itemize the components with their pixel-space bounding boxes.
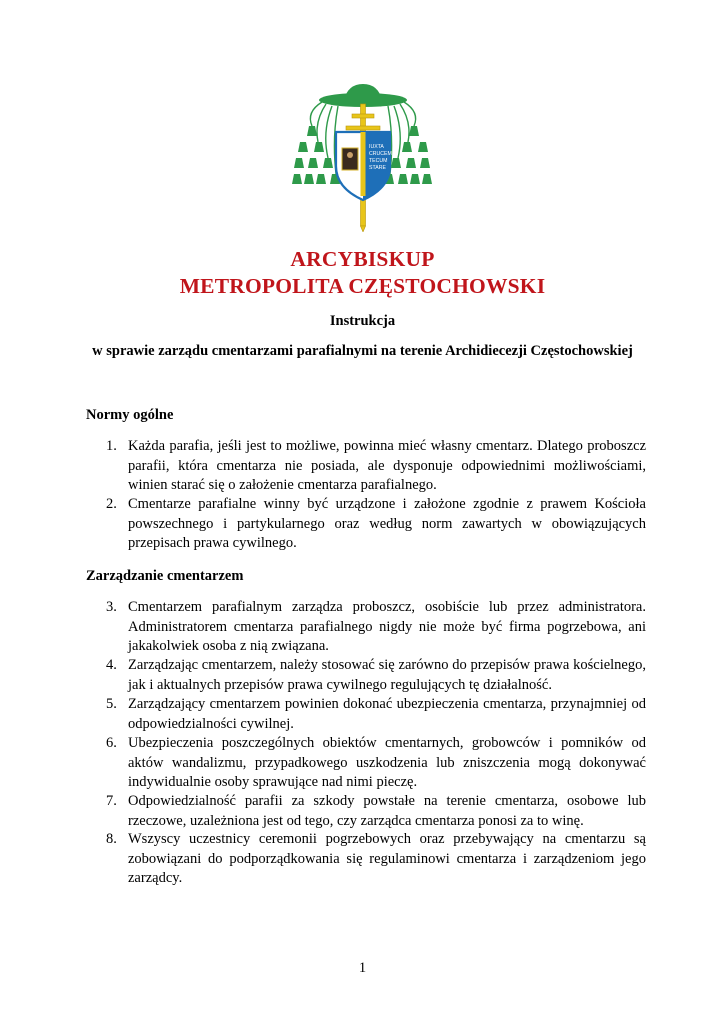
item-text: Wszyscy uczestnicy ceremonii pogrzebowych oraz przebywający na cmentarzu są zobowiązani do podporządkowania się regulaminowi cmentarza i zarządzeniom jego zarządcy. [128,831,646,886]
item-number: 7. [106,793,117,809]
motto-line: CRUCEM [369,151,392,157]
title-line-1: ARCYBISKUP [290,247,435,271]
item-text: Cmentarze parafialne winny być urządzone i założone zgodnie z prawem Kościoła powszechnego i partykularnego oraz według norm zawartych w obowiązujących przepisach prawa cywilnego. [128,496,646,551]
motto-line: IUXTA [369,144,384,150]
page-number: 1 [358,960,367,976]
section-heading: Normy ogólne [86,407,174,423]
item-number: 3. [106,599,117,615]
madonna-face [347,152,353,158]
hat-crown [344,84,382,100]
item-text: Zarządzający cmentarzem powinien dokonać ubezpieczenia cmentarza, przynajmniej od odpowiedzialności cywilnej. [128,696,646,732]
shield-cross-bar [361,132,366,196]
item-number: 4. [106,657,117,673]
item-number: 2. [106,496,117,512]
item-number: 5. [106,696,117,712]
motto-line: STARE [369,165,386,171]
archbishop-coat-of-arms [292,82,434,232]
item-text: Ubezpieczenia poszczególnych obiektów cmentarnych, grobowców i pomników od aktów wandalizmu, przypadkowego uszkodzenia lub zniszczenia mogą dokonywać indywidualnie osoby sprawujące nad nimi pieczę. [128,735,646,790]
item-text: Zarządzając cmentarzem, należy stosować się zarówno do przepisów prawa kościelnego, jak i aktualnych przepisów prawa cywilnego regulujących tę działalność. [128,657,646,693]
item-number: 8. [106,831,117,847]
left-tassels [292,126,340,184]
item-text: Cmentarzem parafialnym zarządza proboszcz, osobiście lub przez administratora. Administratorem cmentarza parafialnego nigdy nie może być firma pogrzebowa, ani jakakolwiek osoba z nią związana. [128,599,646,654]
item-text: Każda parafia, jeśli jest to możliwe, powinna mieć własny cmentarz. Dlatego proboszcz parafii, która cmentarza nie posiada, ale dysponuje odpowiednimi możliwościami, winien starać się o założenie cmentarza parafialnego. [128,438,646,493]
document-heading: Instrukcja [329,313,396,329]
section-heading: Zarządzanie cmentarzem [86,568,244,584]
item-number: 6. [106,735,117,751]
title-line-2: METROPOLITA CZĘSTOCHOWSKI [179,274,546,298]
item-number: 1. [106,438,117,454]
item-text: Odpowiedzialność parafii za szkody powstałe na terenie cmentarza, osobowe lub rzeczowe, uzależniona jest od tego, czy zarządca cmentarza ponosi za to winę. [128,793,646,829]
madonna-icon [342,148,358,170]
document-subject: w sprawie zarządu cmentarzami parafialnymi na terenie Archidiecezji Częstochowskiej [92,343,633,359]
motto-line: TECUM [369,158,388,164]
